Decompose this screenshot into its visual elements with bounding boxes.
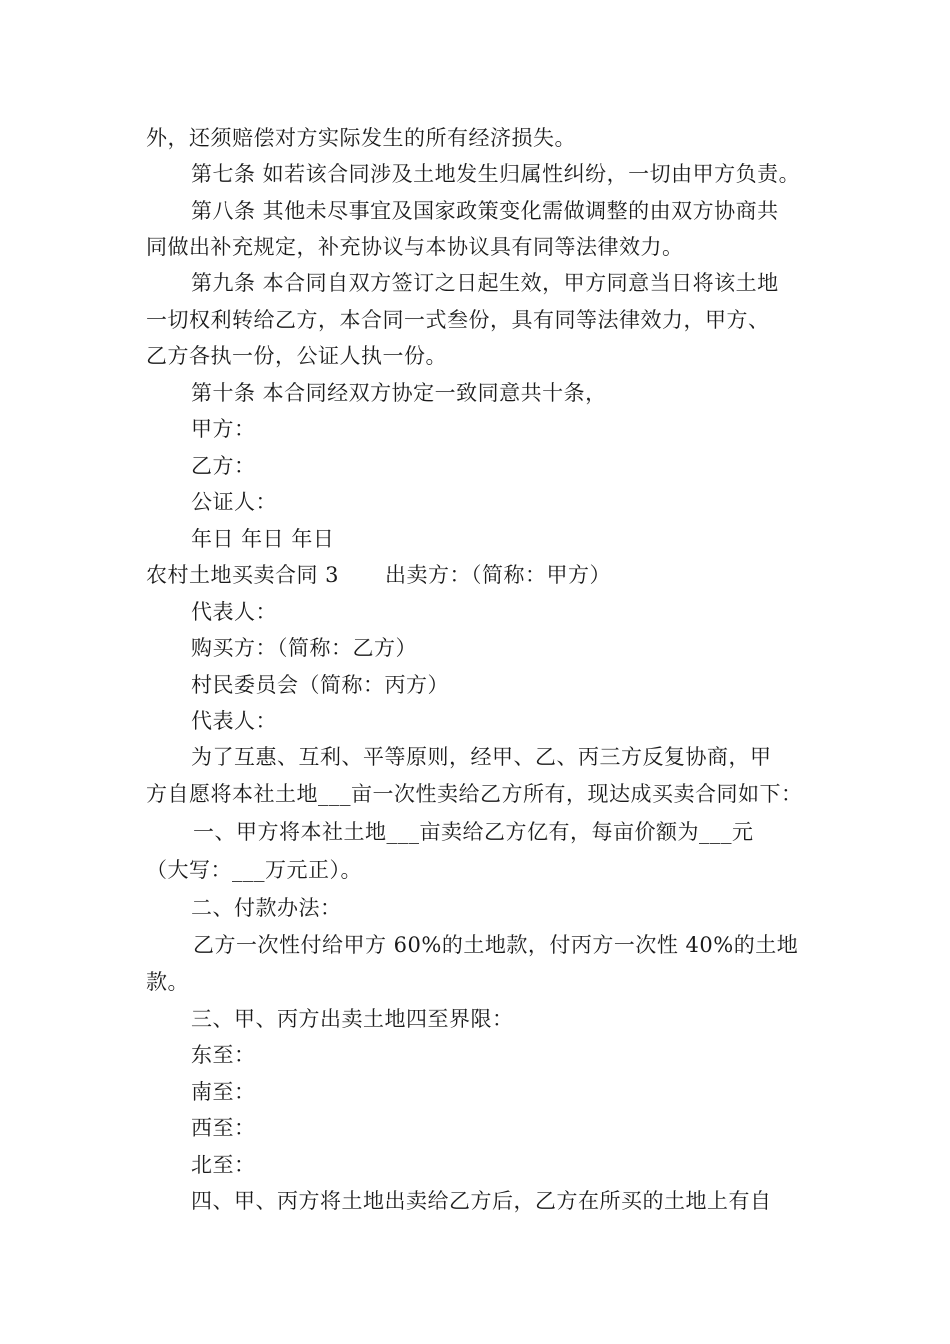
article-8: 第八条 其他未尽事宜及国家政策变化需做调整的由双方协商共 [191, 199, 779, 223]
preamble: 为了互惠、互利、平等原则，经甲、乙、丙三方反复协商，甲 [191, 745, 772, 769]
payment-terms: 乙方一次性付给甲方 60%的土地款，付丙方一次性 40%的土地 [193, 933, 799, 957]
boundary-north: 北至： [191, 1153, 256, 1177]
representative-label: 代表人： [191, 709, 277, 733]
representative-label: 代表人： [191, 600, 277, 624]
article-7: 第七条 如若该合同涉及土地发生归属性纠纷，一切由甲方负责。 [191, 162, 801, 186]
text-line: 方自愿将本社土地___亩一次性卖给乙方所有，现达成买卖合同如下： [146, 782, 803, 806]
text-line: 外，还须赔偿对方实际发生的所有经济损失。 [146, 126, 576, 150]
party-a-signature-label: 甲方： [191, 417, 256, 441]
boundary-east: 东至： [191, 1043, 256, 1067]
clause-4: 四、甲、丙方将土地出卖给乙方后，乙方在所买的土地上有自 [191, 1189, 772, 1213]
text-line: 同做出补充规定，补充协议与本协议具有同等法律效力。 [146, 235, 684, 259]
seller-label: 出卖方：（简称：甲方） [385, 563, 612, 587]
clause-3-heading: 三、甲、丙方出卖土地四至界限： [191, 1007, 514, 1031]
clause-1: 一、甲方将本社土地___亩卖给乙方亿有，每亩价额为___元 [193, 820, 754, 844]
text-line: 款。 [146, 970, 189, 994]
article-10: 第十条 本合同经双方协定一致同意共十条， [191, 381, 607, 405]
contract-title-line [146, 560, 611, 590]
party-b-signature-label: 乙方： [191, 454, 256, 478]
buyer-label: 购买方：（简称：乙方） [191, 636, 417, 660]
notary-signature-label: 公证人： [191, 490, 277, 514]
text-line: 一切权利转给乙方，本合同一式叁份，具有同等法律效力，甲方、 [146, 308, 770, 332]
village-committee-label: 村民委员会（简称：丙方） [191, 673, 449, 697]
text-line: 乙方各执一份，公证人执一份。 [146, 344, 447, 368]
article-9: 第九条 本合同自双方签订之日起生效，甲方同意当日将该土地 [191, 271, 779, 295]
date-line: 年日 年日 年日 [191, 527, 335, 551]
boundary-south: 南至： [191, 1080, 256, 1104]
contract-title: 农村土地买卖合同 3 [146, 563, 340, 587]
clause-2-heading: 二、付款办法： [191, 896, 342, 920]
text-line: （大写：___万元正）。 [146, 858, 362, 882]
boundary-west: 西至： [191, 1116, 256, 1140]
